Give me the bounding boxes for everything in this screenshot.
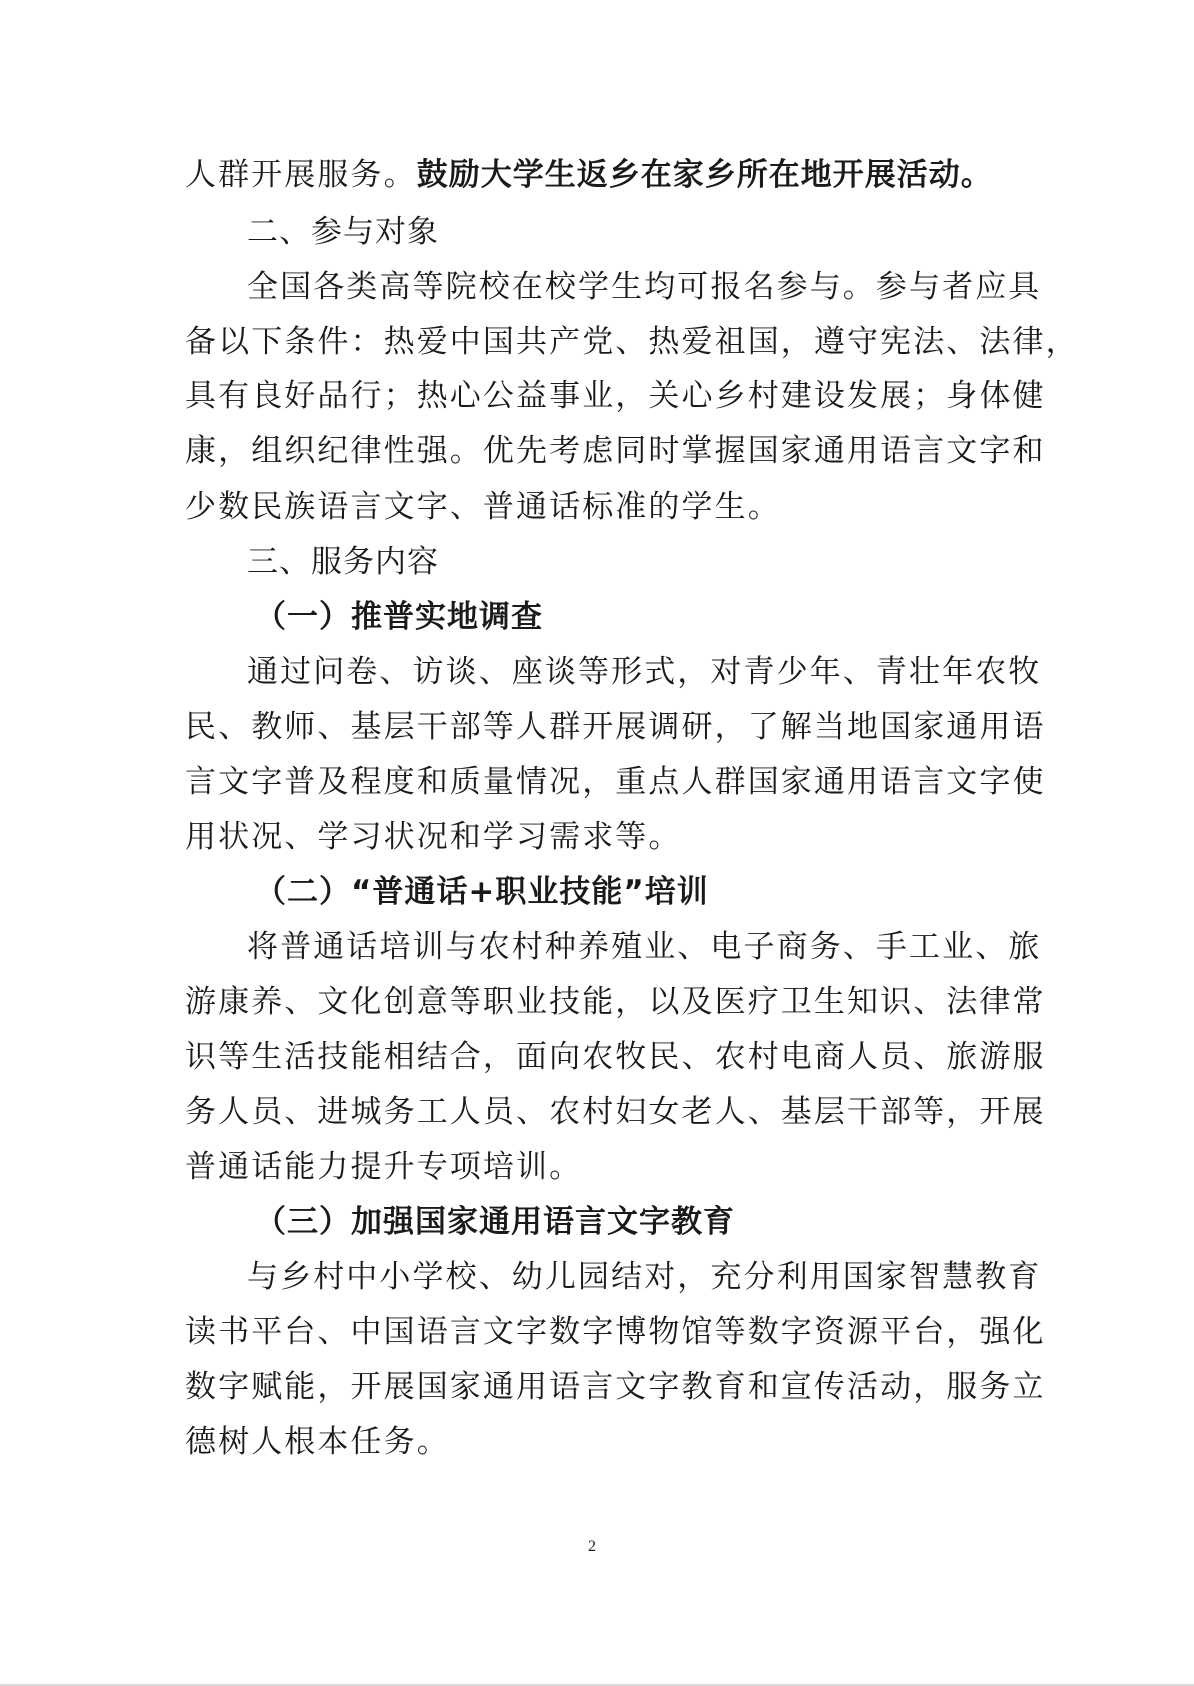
section-heading: 二、参与对象 [247,214,439,250]
body-line: 康，组织纪律性强。优先考虑同时掌握国家通用语言文字和 [185,433,1046,469]
page-number: 2 [588,1538,596,1555]
body-text: 人群开展服务。 [185,157,417,193]
body-line: 普通话能力提升专项培训。 [185,1149,583,1185]
paragraph-first-line: 通过问卷、访谈、座谈等形式，对青少年、青壮年农牧 [247,654,1042,690]
body-line [185,155,993,195]
body-line: 具有良好品行；热心公益事业，关心乡村建设发展；身体健 [185,378,1046,414]
body-line: 民、教师、基层干部等人群开展调研，了解当地国家通用语 [185,709,1046,745]
body-line: 数字赋能，开展国家通用语言文字教育和宣传活动，服务立 [185,1369,1046,1405]
body-line: 游康养、文化创意等职业技能，以及医疗卫生知识、法律常 [185,984,1046,1020]
body-line: 务人员、进城务工人员、农村妇女老人、基层干部等，开展 [185,1094,1046,1130]
paragraph-first-line: 与乡村中小学校、幼儿园结对，充分利用国家智慧教育 [247,1259,1042,1295]
subsection-heading: （二）“普通话+职业技能”培训 [255,874,709,910]
paragraph-first-line: 全国各类高等院校在校学生均可报名参与。参与者应具 [247,269,1042,305]
paragraph-first-line: 将普通话培训与农村种养殖业、电子商务、手工业、旅 [247,929,1042,965]
body-line: 德树人根本任务。 [185,1424,450,1460]
subsection-heading: （一）推普实地调查 [255,599,543,635]
body-line: 识等生活技能相结合，面向农牧民、农村电商人员、旅游服 [185,1039,1046,1075]
subsection-heading: （三）加强国家通用语言文字教育 [255,1204,735,1240]
section-heading: 三、服务内容 [247,544,439,580]
emphasis-text: 鼓励大学生返乡在家乡所在地开展活动。 [416,157,993,193]
body-line: 读书平台、中国语言文字数字博物馆等数字资源平台，强化 [185,1314,1046,1350]
body-line: 备以下条件：热爱中国共产党、热爱祖国，遵守宪法、法律， [185,324,1079,360]
body-line: 少数民族语言文字、普通话标准的学生。 [185,489,781,525]
body-line: 用状况、学习状况和学习需求等。 [185,819,682,855]
body-line: 言文字普及程度和质量情况，重点人群国家通用语言文字使 [185,764,1046,800]
